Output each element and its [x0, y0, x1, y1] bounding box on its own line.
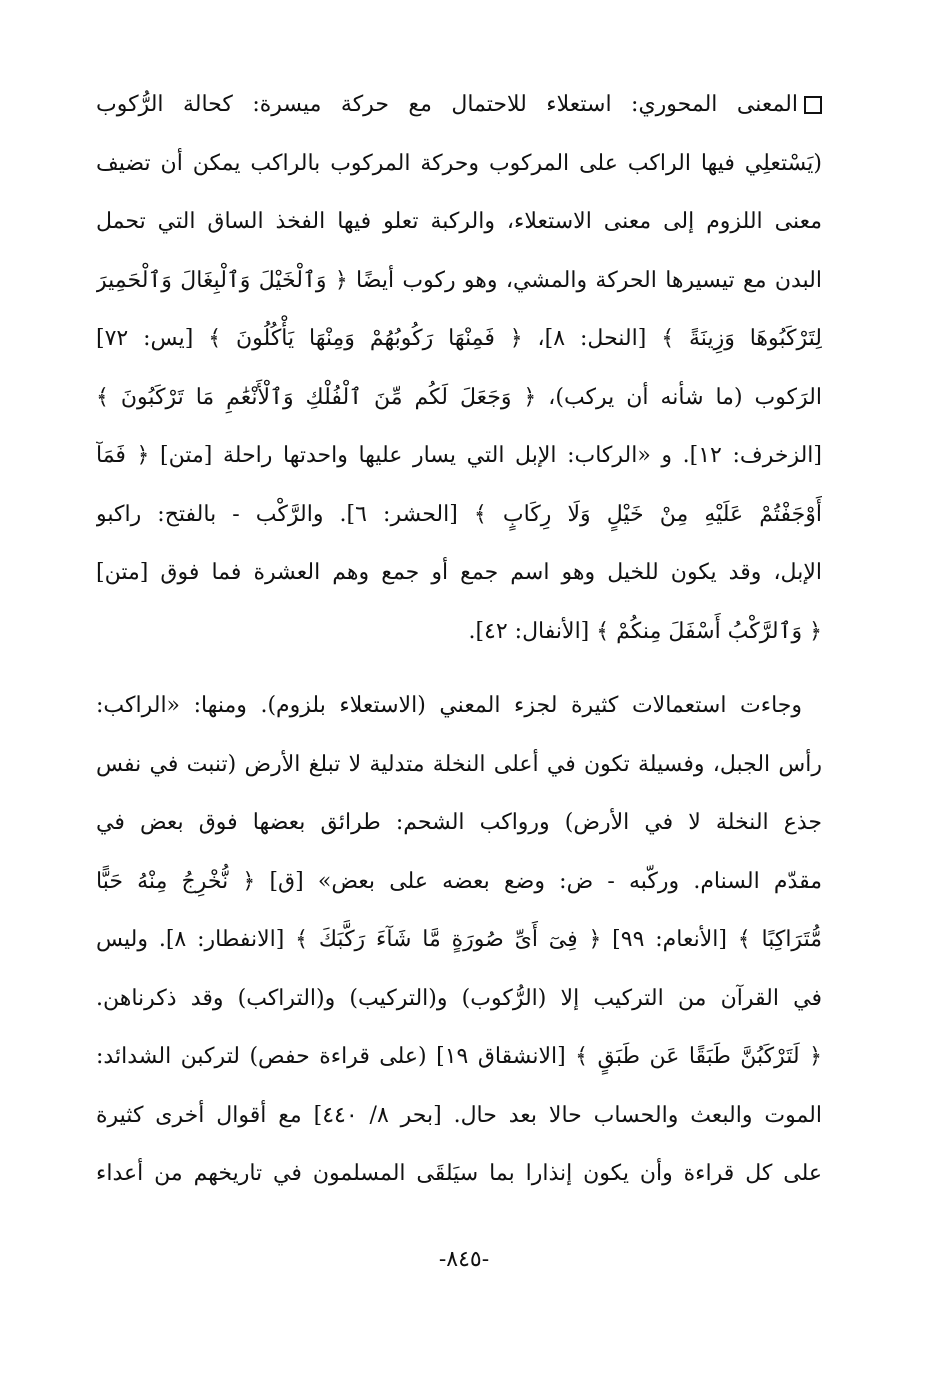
- text-line: مقدّم السنام. وركّبه - ض: وضع بعضه على بعض» [ق] ﴿ نُّخْرِجُ مِنْهُ حَبًّا: [96, 868, 822, 894]
- text-line: رأس الجبل، وفسيلة تكون في أعلى النخلة متدلية لا تبلغ الأرض (تنبت في نفس: [96, 751, 822, 777]
- text-line: ﴿ لَتَرْكَبُنَّ طَبَقًا عَن طَبَقٍ ﴾ [الانشقاق ١٩] (على قراءة حفص) لتركبن الشدائد:: [96, 1044, 822, 1069]
- paragraph-usages: [96, 677, 822, 1204]
- text-line: في القرآن من التركيب إلا (الرُّكوب) و(التركيب) و(التراكب) وقد ذكرناهن.: [96, 985, 822, 1011]
- text-line: (يَسْتعلِي فيها الراكب على المركوب وحركة المركوب بالراكب يمكن أن تضيف: [96, 150, 822, 176]
- text-line: الموت والبعث والحساب حالا بعد حال. [بحر ٨/ ٤٤٠] مع أقوال أخرى كثيرة: [96, 1102, 822, 1128]
- text-line: على كل قراءة وأن يكون إنذارا بما سيَلقَى المسلمون في تاريخهم من أعداء: [96, 1161, 822, 1186]
- text-line: أَوْجَفْتُمْ عَلَيْهِ مِنْ خَيْلٍ وَلَا رِكَابٍ ﴾ [الحشر: ٦]. والرَّكْب - بالفتح: راكبو: [96, 501, 822, 527]
- text-line-content: المعنى المحوري: استعلاء للاحتمال مع حركة ميسرة: كحالة الرُّكوب: [96, 92, 798, 117]
- text-line: لِتَرْكَبُوهَا وَزِينَةً ﴾ [النحل: ٨]، ﴿ فَمِنْهَا رَكُوبُهُمْ وَمِنْهَا يَأْكُلُونَ ﴾ [يس: ٧٢]: [96, 326, 822, 351]
- text-line: [96, 76, 822, 135]
- text-line: جذع النخلة لا في الأرض) ورواكب الشحم: طرائق بعضها فوق بعض في: [96, 810, 822, 835]
- text-line: مُّتَرَاكِبًا ﴾ [الأنعام: ٩٩] ﴿ فِىٓ أَىِّ صُورَةٍ مَّا شَآءَ رَكَّبَكَ ﴾ [الانفطار: ٨]. وليس: [96, 927, 822, 952]
- text-line: معنى اللزوم إلى معنى الاستعلاء، والركبة تعلو فيها الفخذ الساق التي تحمل: [96, 209, 822, 234]
- text-line: الإبل، وقد يكون للخيل وهو اسم جمع أو جمع وهم العشرة فما فوق [متن]: [96, 560, 822, 585]
- text-line: [الزخرف: ١٢]. و «الركاب: الإبل التي يسار عليها واحدتها راحلة [متن] ﴿ فَمَآ: [96, 443, 822, 468]
- text-line: الرَكوب (ما شأنه أن يركب)، ﴿ وَجَعَلَ لَكُم مِّنَ ٱلْفُلْكِ وَٱلْأَنْعَٰمِ مَا تَرْكَبُونَ ﴾: [96, 384, 822, 410]
- paragraph-core-meaning: [96, 76, 822, 661]
- text-line: ﴿ وَٱلرَّكْبُ أَسْفَلَ مِنكُمْ ﴾ [الأنفال: ٤٢].: [468, 618, 822, 644]
- page-number: -٨٤٥-: [438, 1247, 490, 1272]
- text-line: وجاءت استعمالات كثيرة لجزء المعني (الاستعلاء بلزوم). ومنها: «الراكب:: [96, 693, 802, 718]
- square-bullet-icon: [804, 96, 822, 114]
- text-line: البدن مع تيسيرها الحركة والمشي، وهو ركوب أيضًا ﴿ وَٱلْخَيْلَ وَٱلْبِغَالَ وَٱلْحَمِيرَ: [96, 267, 822, 293]
